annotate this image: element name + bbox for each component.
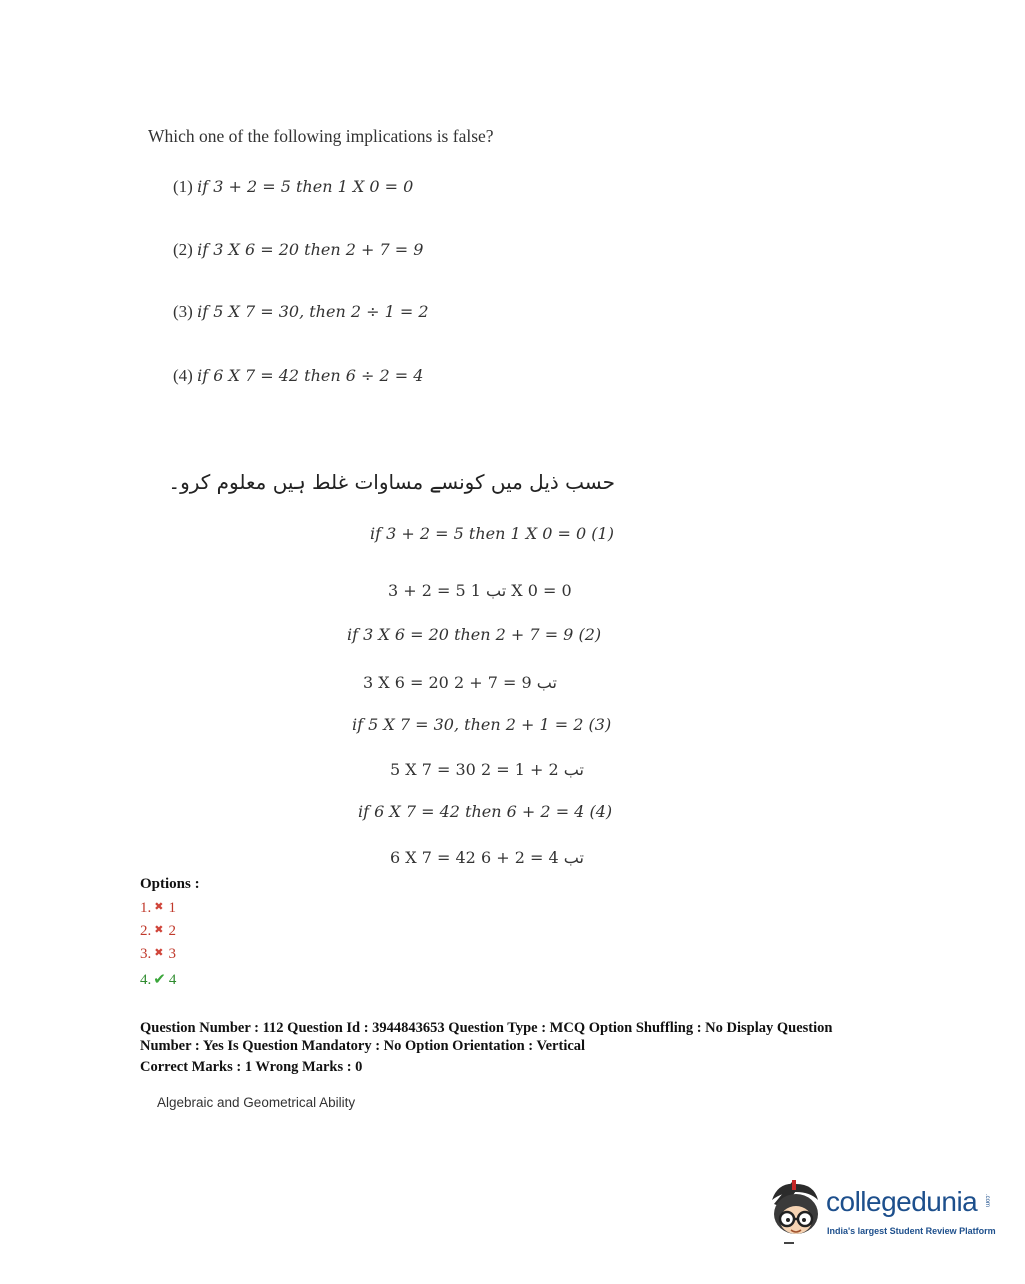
question-meta-line: Number : Yes Is Question Mandatory : No Option Orientation : Vertical [140,1038,586,1054]
option-value: 1 [168,900,176,916]
option-number: (4) [173,366,193,385]
logo-tagline: India's largest Student Review Platform [827,1226,996,1236]
answer-option-4 [140,970,176,989]
wrong-mark-icon: ✖ [154,924,164,936]
answer-option-3 [140,946,176,963]
option-expression: if 3 + 2 = 5 then 1 X 0 = 0 [197,177,414,196]
option-index: 2. [140,923,152,939]
question-option-2 [173,240,423,260]
option-index: 3. [140,946,152,962]
urdu-line: 6 X 7 = 42 6 + 2 = 4 تب [390,848,584,867]
option-value: 2 [168,923,176,939]
collegedunia-logo [766,1178,996,1250]
urdu-line: 3 + 2 = 5 تب 1 X 0 = 0 [388,581,572,600]
urdu-line: if 6 X 7 = 42 then 6 + 2 = 4 (4) [358,802,613,821]
correct-check-icon: ✔ [153,972,166,988]
option-number: (1) [173,177,193,196]
urdu-line: if 3 X 6 = 20 then 2 + 7 = 9 (2) [347,625,602,644]
urdu-question-heading: حسب ذیل میں کونسے مساوات غلط ہیں معلوم کرو۔ [168,470,615,494]
answer-option-2 [140,923,176,940]
option-number: (2) [173,240,193,259]
answer-option-1 [140,900,176,917]
question-meta-line: Question Number : 112 Question Id : 3944843653 Question Type : MCQ Option Shuffling : No Display Question [140,1020,833,1036]
options-title: Options : [140,876,200,892]
wrong-mark-icon: ✖ [154,901,164,913]
urdu-line: if 3 + 2 = 5 then 1 X 0 = 0 (1) [370,524,614,543]
urdu-line: if 5 X 7 = 30, then 2 + 1 = 2 (3) [352,715,612,734]
option-expression: if 6 X 7 = 42 then 6 ÷ 2 = 4 [197,366,424,385]
urdu-line: 3 X 6 = 20 2 + 7 = 9 تب [363,673,557,692]
option-index: 1. [140,900,152,916]
option-value: 3 [168,946,176,962]
question-option-4 [173,366,423,386]
mascot-icon [766,1178,824,1250]
option-number: (3) [173,302,193,321]
question-option-3 [173,302,429,322]
section-label: Algebraic and Geometrical Ability [157,1095,356,1110]
question-option-1 [173,177,413,197]
urdu-line: 5 X 7 = 30 تب 2 + 1 = 2 [390,760,584,779]
wrong-mark-icon: ✖ [154,947,164,959]
option-expression: if 5 X 7 = 30, then 2 ÷ 1 = 2 [197,302,429,321]
option-value: 4 [168,972,177,988]
question-text: Which one of the following implications is false? [148,126,494,146]
logo-domain: .com [984,1194,990,1208]
question-marks: Correct Marks : 1 Wrong Marks : 0 [140,1059,363,1075]
logo-wordmark: collegedunia [826,1186,978,1217]
option-expression: if 3 X 6 = 20 then 2 + 7 = 9 [197,240,424,259]
option-index: 4. [140,972,152,988]
